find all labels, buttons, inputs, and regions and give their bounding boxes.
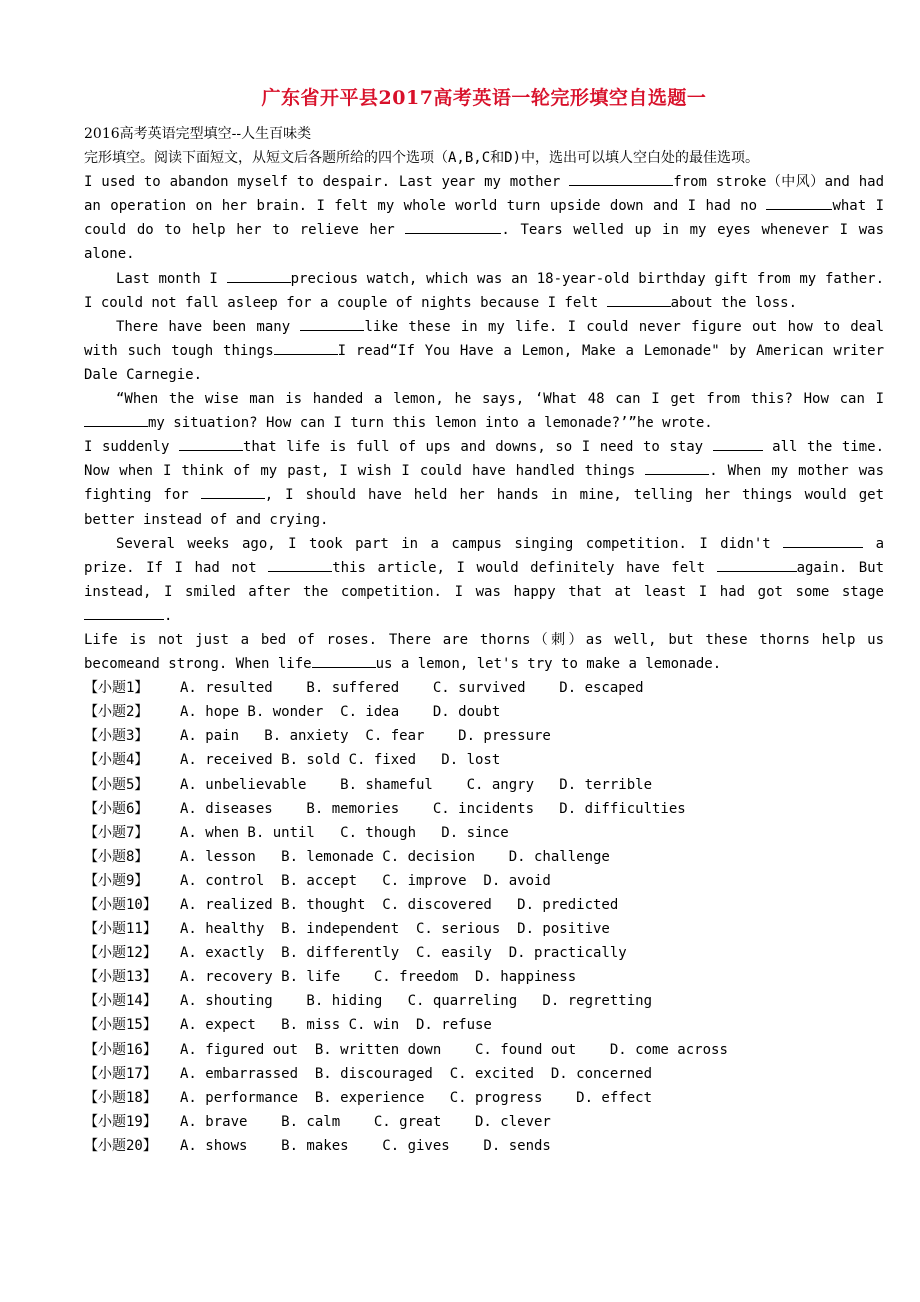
question-options: A. expect B. miss C. win D. refuse: [180, 1017, 492, 1034]
question-options: A. lesson B. lemonade C. decision D. challenge: [180, 848, 610, 865]
passage-paragraph-6: Several weeks ago, I took part in a campus singing competition. I didn't a prize. If I had not this article, I would definitely have felt again. But instead, I smiled after the competition. I was happy that at least I had got some stage .: [84, 535, 885, 624]
question-label: 【小题14】: [84, 993, 157, 1010]
question-label: 【小题2】: [84, 704, 149, 721]
question-row: [84, 893, 884, 917]
question-row: [84, 1110, 884, 1134]
blank-13: [783, 534, 863, 548]
instructions: 完形填空。阅读下面短文，从短文后各题所给的四个选项（A,B,C和D)中，选出可以填人空白处的最佳选项。: [84, 150, 759, 167]
question-options: A. received B. sold C. fixed D. lost: [180, 752, 501, 769]
blank-9: [179, 437, 243, 451]
question-options: A. resulted B. suffered C. survived D. escaped: [180, 680, 644, 697]
question-options: A. when B. until C. though D. since: [180, 824, 509, 841]
blank-11: [645, 461, 709, 475]
question-options: A. exactly B. differently C. easily D. practically: [180, 945, 627, 962]
blank-8: [84, 413, 148, 427]
question-row: [84, 773, 884, 797]
passage-paragraph-1: I used to abandon myself to despair. Last year my mother from stroke（中风）and had an operation on her brain. I felt my whole world turn upside down and I had no what I could do to help her to relieve her . Tears welled up in my eyes whenever I was alone.: [84, 174, 885, 263]
blank-3: [405, 220, 501, 234]
blank-16: [84, 606, 164, 620]
question-label: 【小题20】: [84, 1137, 157, 1154]
question-options: A. performance B. experience C. progress D. effect: [180, 1089, 653, 1106]
question-row: [84, 676, 884, 700]
question-options: A. recovery B. life C. freedom D. happiness: [180, 969, 577, 986]
blank-4: [227, 269, 291, 283]
blank-7: [274, 341, 338, 355]
question-options: A. embarrassed B. discouraged C. excited D. concerned: [180, 1065, 653, 1082]
question-label: 【小题6】: [84, 800, 149, 817]
question-row: [84, 700, 884, 724]
question-options: A. shouting B. hiding C. quarreling D. regretting: [180, 993, 653, 1010]
question-row: [84, 869, 884, 893]
question-label: 【小题13】: [84, 969, 157, 986]
blank-10: [713, 437, 763, 451]
question-options: A. figured out B. written down C. found out D. come across: [180, 1041, 728, 1058]
question-label: 【小题3】: [84, 728, 149, 745]
question-row: [84, 845, 884, 869]
question-row: [84, 797, 884, 821]
question-label: 【小题7】: [84, 824, 149, 841]
question-options: A. hope B. wonder C. idea D. doubt: [180, 704, 501, 721]
question-label: 【小题8】: [84, 848, 149, 865]
question-row: [84, 917, 884, 941]
blank-17: [312, 654, 376, 668]
passage-paragraph-4: “When the wise man is handed a lemon, he says, ‘What 48 can I get from this? How can I my situation? How can I turn this lemon into a lemonade?’”he wrote.: [84, 387, 884, 435]
question-label: 【小题15】: [84, 1017, 157, 1034]
question-row: [84, 1086, 884, 1110]
question-label: 【小题10】: [84, 897, 157, 913]
question-row: [84, 1013, 884, 1037]
blank-6: [300, 317, 364, 331]
question-options: A. shows B. makes C. gives D. sends: [180, 1137, 551, 1154]
question-row: [84, 989, 884, 1013]
question-options: A. pain B. anxiety C. fear D. pressure: [180, 728, 551, 745]
blank-12: [201, 485, 265, 499]
question-label: 【小题18】: [84, 1089, 157, 1106]
blank-5: [607, 293, 671, 307]
question-label: 【小题17】: [84, 1065, 157, 1082]
passage-paragraph-7: Life is not just a bed of roses. There are thorns（刺）as well, but these thorns help us becomeand strong. When life us a lemon, let's try to make a lemonade.: [84, 631, 884, 673]
question-options: A. healthy B. independent C. serious D. positive: [180, 921, 610, 938]
question-label: 【小题4】: [84, 752, 149, 769]
blank-1: [569, 172, 673, 186]
question-label: 【小题9】: [84, 872, 149, 889]
question-label: 【小题1】: [84, 680, 149, 697]
question-label: 【小题5】: [84, 776, 149, 793]
question-label: 【小题12】: [84, 945, 157, 962]
blank-14: [268, 558, 332, 572]
question-row: [84, 941, 884, 965]
question-row: [84, 1062, 884, 1086]
question-options: A. realized B. thought C. discovered D. predicted: [180, 897, 619, 913]
document-title: 广东省开平县2017高考英语一轮完形填空自选题一: [261, 87, 707, 109]
passage-paragraph-3: There have been many like these in my life. I could never figure out how to deal with such tough things I read“If You Have a Lemon, Make a Lemonade" by American writer Dale Carnegie.: [84, 318, 884, 383]
section-subtitle: 2016高考英语完型填空--人生百味类: [84, 126, 312, 142]
question-options: A. diseases B. memories C. incidents D. difficulties: [180, 800, 686, 817]
question-options: A. brave B. calm C. great D. clever: [180, 1113, 551, 1130]
question-options: A. control B. accept C. improve D. avoid: [180, 872, 551, 889]
question-label: 【小题11】: [84, 921, 157, 938]
question-list: [84, 676, 884, 1158]
document-page: [84, 84, 884, 1158]
blank-15: [717, 558, 797, 572]
passage: [84, 170, 884, 676]
question-row: [84, 821, 884, 845]
question-label: 【小题16】: [84, 1041, 157, 1058]
question-options: A. unbelievable B. shameful C. angry D. terrible: [180, 776, 653, 793]
blank-2: [766, 196, 832, 210]
question-row: [84, 965, 884, 989]
question-label: 【小题19】: [84, 1113, 157, 1130]
question-row: [84, 724, 884, 748]
question-row: [84, 1038, 884, 1062]
question-row: [84, 1134, 884, 1158]
passage-paragraph-5: I suddenly that life is full of ups and downs, so I need to stay all the time. Now when I think of my past, I wish I could have handled things . When my mother was fighting for , I should have held her hands in mine, telling her things would get better instead of and crying.: [84, 439, 885, 528]
passage-paragraph-2: Last month I precious watch, which was an 18-year-old birthday gift from my father. I could not fall asleep for a couple of nights because I felt about the loss.: [84, 270, 884, 311]
question-row: [84, 748, 884, 772]
